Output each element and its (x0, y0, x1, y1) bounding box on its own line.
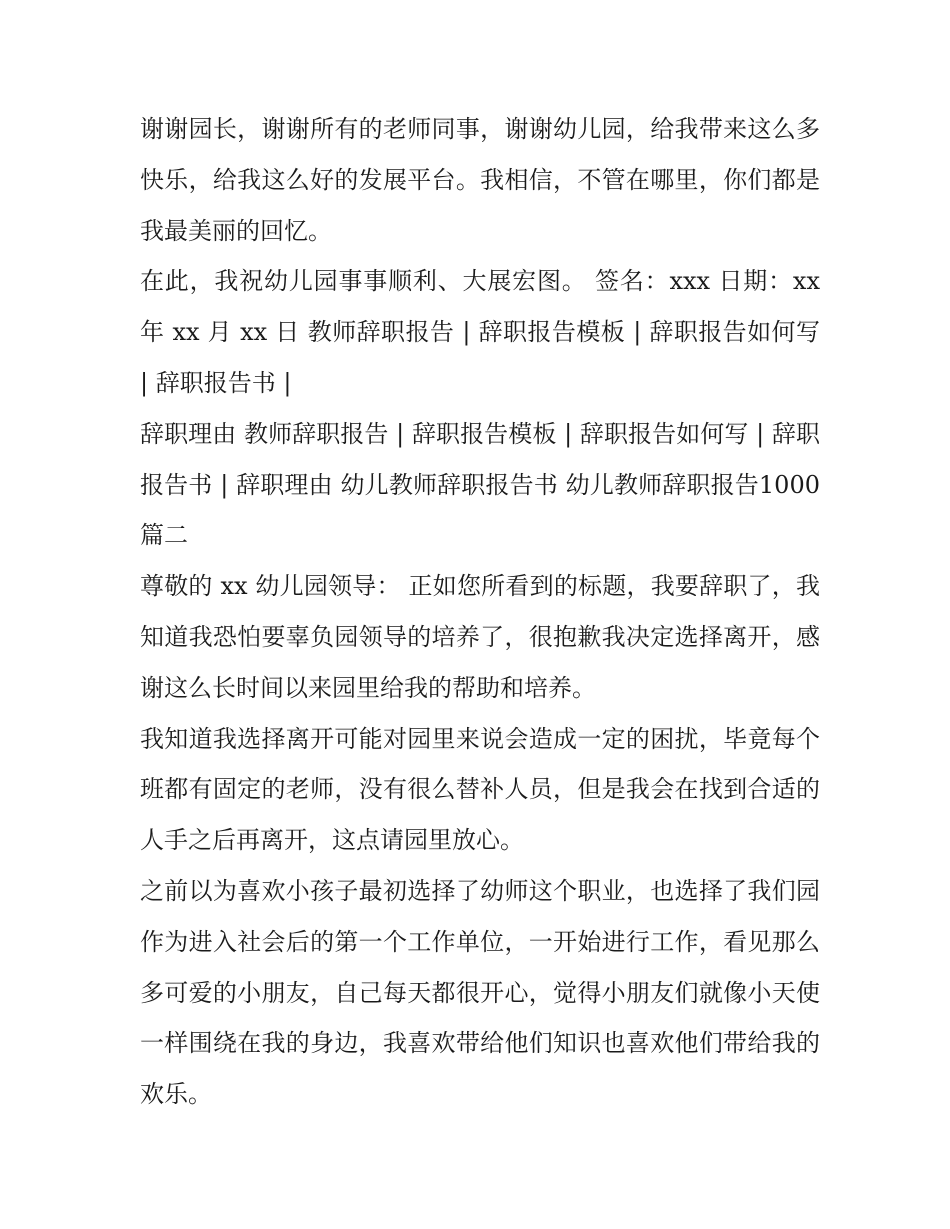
paragraph-salutation: 尊敬的 xx 幼儿园领导： 正如您所看到的标题，我要辞职了，我知道我恐怕要辜负园领导的培养了，很抱歉我决定选择离开，感谢这么长时间以来园里给我的帮助和培养。 (140, 572, 820, 702)
paragraph-handover: 我知道我选择离开可能对园里来说会造成一定的困扰，毕竟每个班都有固定的老师，没有很么替补人员，但是我会在找到合适的人手之后再离开，这点请园里放心。 (140, 724, 820, 855)
paragraph-thanks: 谢谢园长，谢谢所有的老师同事，谢谢幼儿园，给我带来这么多快乐，给我这么好的发展平台。我相信，不管在哪里，你们都是我最美丽的回忆。 (140, 115, 820, 245)
paragraph-signature: 在此，我祝幼儿园事事顺利、大展宏图。 签名：xxx 日期：xx 年 xx 月 xx 日 教师辞职报告 | 辞职报告模板 | 辞职报告如何写 | 辞职报告书 | (140, 267, 820, 397)
paragraph-keywords: 辞职理由 教师辞职报告 | 辞职报告模板 | 辞职报告如何写 | 辞职报告书 | 辞职理由 幼儿教师辞职报告书 幼儿教师辞职报告1000 篇二 (140, 419, 820, 550)
paragraph-reflection: 之前以为喜欢小孩子最初选择了幼师这个职业，也选择了我们园作为进入社会后的第一个工作单位，一开始进行工作，看见那么多可爱的小朋友，自己每天都很开心，觉得小朋友们就像小天使一样围绕在我的身边，我喜欢带给他们知识也喜欢他们带给我的欢乐。 (140, 876, 820, 1109)
document-body (140, 104, 820, 1120)
